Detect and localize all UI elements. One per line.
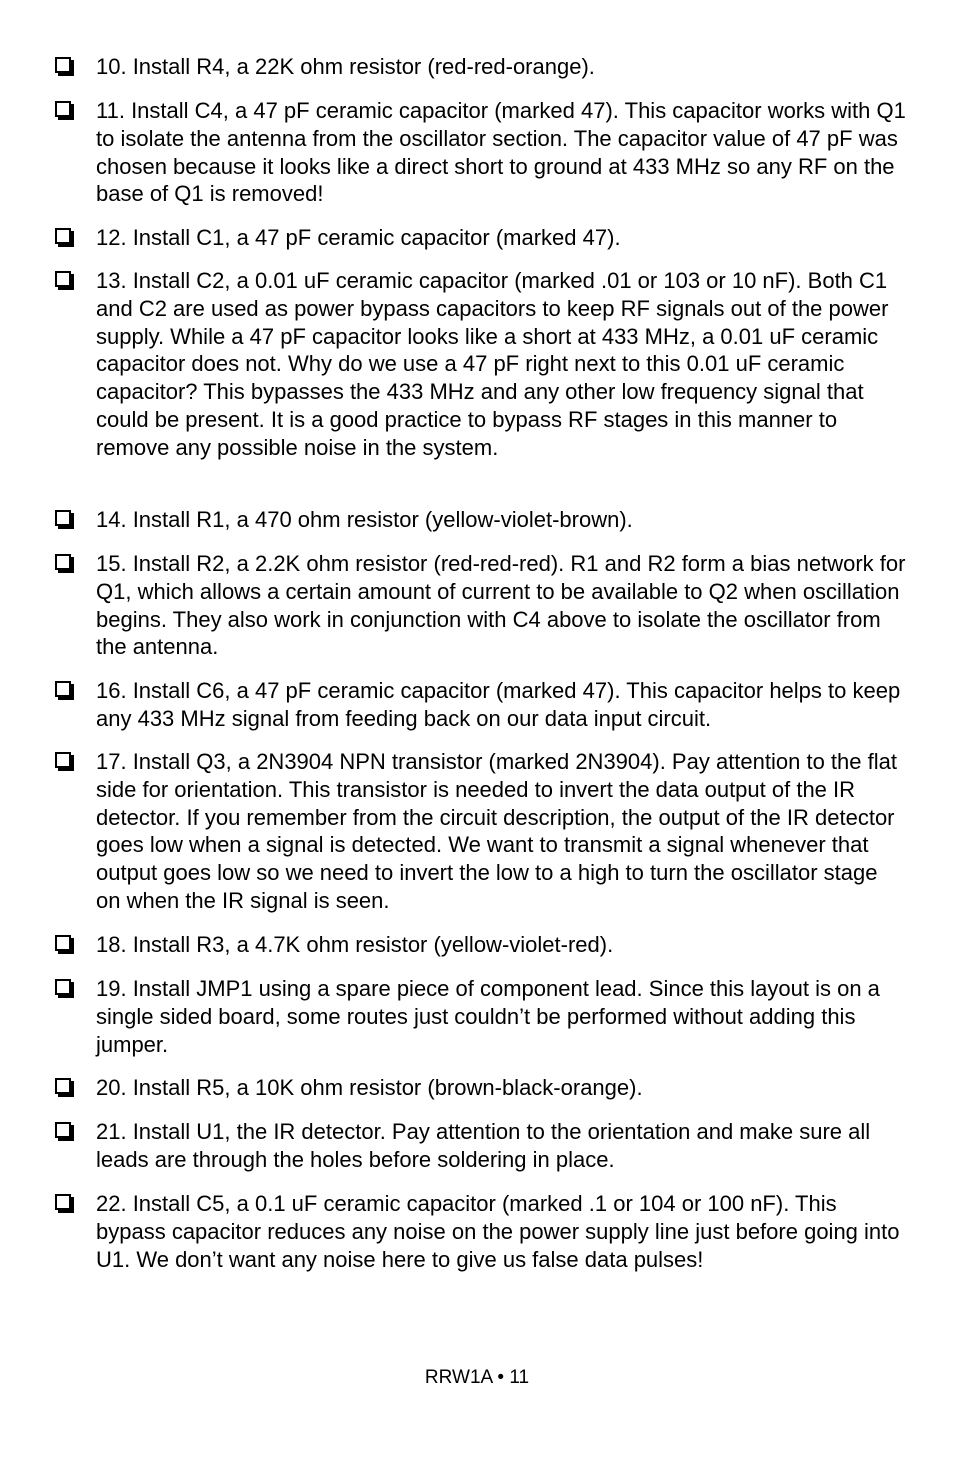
checkbox-icon[interactable]: [55, 1194, 71, 1210]
checkbox-icon[interactable]: [55, 1122, 71, 1138]
step-text: 21. Install U1, the IR detector. Pay attention to the orientation and make sure all leads are through the holes before soldering in place.: [96, 1119, 871, 1172]
checkbox-icon[interactable]: [55, 979, 71, 995]
step-text: 13. Install C2, a 0.01 uF ceramic capacitor (marked .01 or 103 or 10 nF). Both C1 and C2 are used as power bypass capacitors to keep RF signals out of the power supply. While a 47 pF capacitor looks like a short at 433 MHz, a 0.01 uF ceramic capacitor does not. Why do we use a 47 pF right next to this 0.01 uF ceramic capacitor? This bypasses the 433 MHz and any other low frequency signal that could be present. It is a good practice to bypass RF stages in this manner to remove any possible noise in the system.: [96, 268, 889, 460]
step-text: 19. Install JMP1 using a spare piece of component lead. Since this layout is on a single sided board, some routes just couldn’t be performed without adding this jumper.: [96, 976, 880, 1057]
checkbox-icon[interactable]: [55, 554, 71, 570]
step-text: 11. Install C4, a 47 pF ceramic capacitor (marked 47). This capacitor works with Q1 to isolate the antenna from the oscillator section. The capacitor value of 47 pF was chosen because it looks like a direct short to ground at 433 MHz so any RF on the base of Q1 is removed!: [96, 98, 906, 207]
step-text: 10. Install R4, a 22K ohm resistor (red-red-orange).: [96, 54, 595, 79]
checkbox-icon[interactable]: [55, 57, 71, 73]
step-text: 22. Install C5, a 0.1 uF ceramic capacitor (marked .1 or 104 or 100 nF). This bypass capacitor reduces any noise on the power supply line just before going into U1. We don’t want any noise here to give us false data pulses!: [96, 1191, 900, 1272]
page-footer: RRW1A • 11: [424, 1367, 530, 1388]
step-text: 17. Install Q3, a 2N3904 NPN transistor (marked 2N3904). Pay attention to the flat side for orientation. This transistor is needed to invert the data output of the IR detector. If you remember from the circuit description, the output of the IR detector goes low when a signal is detected. We want to transmit a signal whenever that output goes low so we need to invert the low to a high to turn the oscillator stage on when the IR signal is seen.: [96, 749, 897, 913]
step-text: 20. Install R5, a 10K ohm resistor (brown-black-orange).: [96, 1075, 643, 1100]
step-text: 18. Install R3, a 4.7K ohm resistor (yellow-violet-red).: [96, 932, 614, 957]
checkbox-icon[interactable]: [55, 681, 71, 697]
step-text: 16. Install C6, a 47 pF ceramic capacitor (marked 47). This capacitor helps to keep any 433 MHz signal from feeding back on our data input circuit.: [96, 678, 901, 731]
checkbox-icon[interactable]: [55, 1078, 71, 1094]
step-text: 15. Install R2, a 2.2K ohm resistor (red-red-red). R1 and R2 form a bias network for Q1, which allows a certain amount of current to be available to Q2 when oscillation begins. They also work in conjunction with C4 above to isolate the oscillator from the antenna.: [96, 551, 906, 660]
step-text: 12. Install C1, a 47 pF ceramic capacitor (marked 47).: [96, 225, 621, 250]
checkbox-icon[interactable]: [55, 271, 71, 287]
checkbox-icon[interactable]: [55, 752, 71, 768]
step-text: 14. Install R1, a 470 ohm resistor (yellow-violet-brown).: [96, 507, 633, 532]
checkbox-icon[interactable]: [55, 510, 71, 526]
checkbox-icon[interactable]: [55, 228, 71, 244]
checkbox-icon[interactable]: [55, 935, 71, 951]
checkbox-icon[interactable]: [55, 101, 71, 117]
